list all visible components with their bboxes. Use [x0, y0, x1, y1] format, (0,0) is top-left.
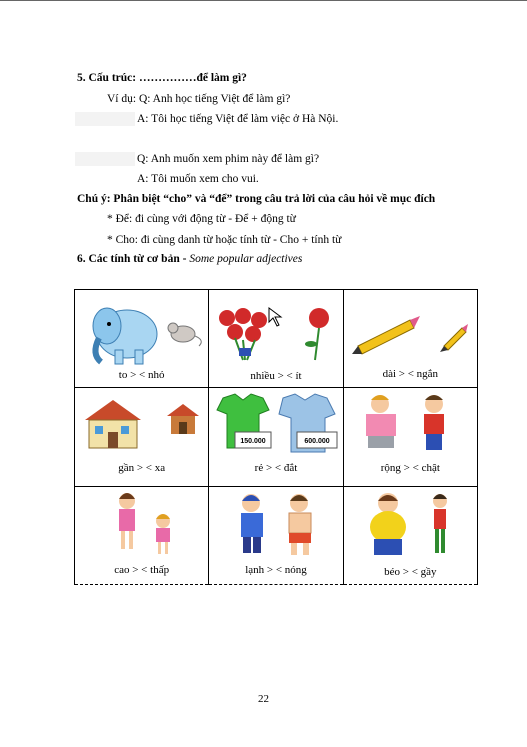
- pencils-illustration: [350, 310, 476, 360]
- cell-cao-thap: [75, 486, 209, 584]
- example-q2: Q: Anh muốn xem phim này để làm gì?: [137, 153, 320, 165]
- fat-thin-illustration: [358, 491, 466, 561]
- price-tag-cheap: 150.000: [240, 438, 266, 446]
- shirts-illustration: [213, 392, 341, 454]
- cell-gan-xa: [75, 388, 209, 486]
- cell-to-nho: [75, 290, 209, 388]
- caption-nhieu-it: nhiều > < ít: [250, 370, 302, 382]
- section-6-heading: 6. Các tính từ cơ bản - Some popular adjectives: [77, 253, 303, 265]
- note-de: * Để: đi cùng với động từ - Để + động từ: [107, 213, 296, 225]
- cell-beo-gay: [343, 486, 477, 584]
- example-a1: A: Tôi học tiếng Việt để làm việc ở Hà Nội.: [137, 113, 339, 125]
- shading: [75, 152, 135, 166]
- example-a2: A: Tôi muốn xem cho vui.: [137, 173, 259, 185]
- cell-dai-ngan: [343, 290, 477, 388]
- caption-beo-gay: béo > < gầy: [384, 565, 437, 578]
- boys-clothes-illustration: [354, 392, 470, 454]
- adjective-table: [74, 289, 478, 585]
- shading: [75, 112, 135, 126]
- page-number: 22: [258, 693, 269, 705]
- caption-rong-chat: rộng > < chật: [380, 462, 440, 475]
- elephant-mouse-illustration: [85, 294, 205, 370]
- caption-dai-ngan: dài > < ngắn: [382, 368, 439, 380]
- example-q1: Ví dụ: Q: Anh học tiếng Việt để làm gì?: [107, 93, 291, 105]
- top-rule: [0, 0, 527, 1]
- caption-gan-xa: gần > < xa: [118, 462, 166, 475]
- cell-lanh-nong: [209, 486, 343, 584]
- caption-lanh-nong: lạnh > < nóng: [245, 563, 307, 576]
- cell-re-dat: [209, 388, 343, 486]
- caption-re-dat: rẻ > < đắt: [254, 462, 298, 475]
- cell-nhieu-it: [209, 290, 343, 388]
- note-heading: Chú ý: Phân biệt “cho” và “để” trong câu trả lời của câu hỏi về mục đích: [77, 193, 436, 205]
- caption-cao-thap: cao > < thấp: [114, 563, 170, 576]
- cell-rong-chat: [343, 388, 477, 486]
- houses-illustration: [81, 396, 207, 452]
- girls-height-illustration: [105, 491, 185, 561]
- roses-illustration: [213, 304, 339, 364]
- price-tag-expensive: 600.000: [304, 438, 330, 446]
- section-5-heading: 5. Cấu trúc: ……………để làm gì?: [77, 72, 247, 84]
- cold-hot-illustration: [229, 491, 325, 561]
- caption-to-nho: to > < nhỏ: [118, 369, 165, 381]
- note-cho: * Cho: đi cùng danh từ hoặc tính từ - Cho + tính từ: [107, 234, 342, 246]
